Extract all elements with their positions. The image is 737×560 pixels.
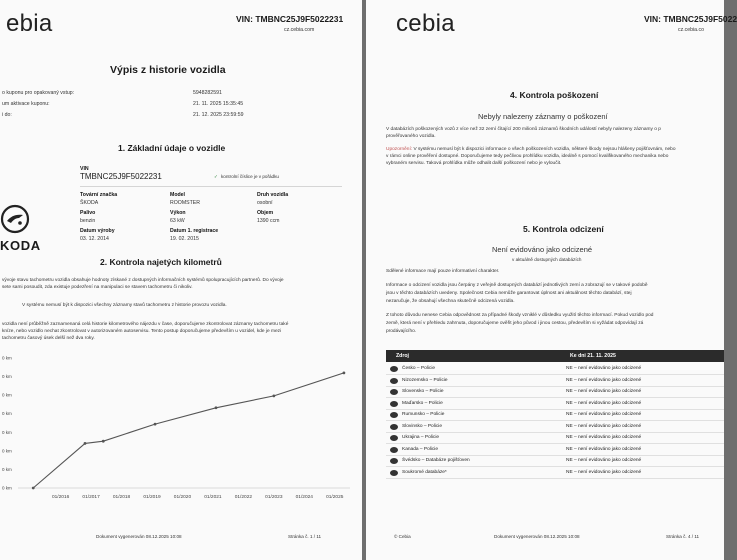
odometer-series-line: [33, 373, 344, 488]
data-point: [272, 394, 275, 397]
site-link[interactable]: cz.cebia.com: [284, 27, 315, 33]
valid-until-label: i do:: [2, 112, 12, 118]
x-tick-label: 01/2017: [82, 495, 100, 500]
x-tick-label: 01/2023: [265, 495, 283, 500]
section2-title: 2. Kontrola najetých kilometrů: [100, 257, 222, 267]
row-status: NE – není evidováno jako odcizené: [566, 389, 642, 394]
activation-label: um aktivace kuponu:: [2, 101, 50, 107]
brand-text: KODA: [0, 238, 41, 253]
field-label-displacement: Objem: [257, 210, 274, 216]
section5-title: 5. Kontrola odcizení: [523, 224, 604, 234]
site-link[interactable]: cz.cebia.co: [678, 27, 704, 33]
odometer-note-3: tachometru časový úsek delší než dva roky.: [2, 336, 95, 341]
theft-para-1: Sdělené informace mají pouze informativní charakter.: [386, 269, 500, 274]
table-row: [386, 410, 724, 421]
row-source: Slovensko – Policie: [402, 389, 444, 394]
coupon-label: o kuponu pro opakovaný vstup:: [2, 90, 75, 96]
col-date: Ke dni 21. 11. 2025: [570, 353, 616, 359]
table-row: [386, 456, 724, 467]
table-row: [386, 468, 724, 479]
field-label-fuel: Palivo: [80, 210, 96, 216]
flag-icon: [390, 424, 398, 430]
field-label-model: Model: [170, 192, 185, 198]
report-page-1: [0, 0, 362, 560]
x-tick-label: 01/2022: [234, 495, 253, 500]
x-tick-label: 01/2016: [51, 495, 70, 500]
x-tick-label: 01/2020: [173, 495, 192, 500]
table-row: [386, 364, 724, 375]
vin-value: TMBNC25J9F5022231: [80, 172, 162, 181]
row-source: Nizozemsko – Policie: [402, 377, 448, 383]
field-value-registration: 19. 02. 2015: [170, 236, 199, 242]
footer-page-number: Stránka č. 4 / 11: [666, 534, 700, 539]
flag-icon: [390, 447, 398, 453]
page-title: Výpis z historie vozidla: [110, 64, 226, 76]
skoda-emblem-icon: [0, 204, 30, 234]
valid-until-value: 21. 12. 2025 23:59:59: [193, 112, 244, 118]
field-value-type: osobní: [257, 200, 273, 206]
y-tick-label: 0 km: [2, 485, 12, 491]
theft-para-2: Informace o odcizení vozidla jsou čerpány z veřejně dostupných databází jednotlivých zemí a zobrazují se v takové podobě: [386, 283, 648, 288]
table-row: [386, 422, 724, 433]
col-source: Zdroj: [396, 353, 409, 359]
damage-warning-3: vybraném servisu. Taková prohlídka může odhalit další poškození nebo je vyloučit.: [386, 161, 562, 166]
field-value-power: 63 kW: [170, 218, 185, 224]
flag-icon: [390, 378, 398, 384]
activation-value: 21. 11. 2025 15:35:45: [193, 101, 244, 107]
x-tick-label: 01/2021: [204, 495, 222, 500]
field-value-model: ROOMSTER: [170, 200, 200, 206]
row-source: Ukrajina – Policie: [402, 435, 440, 440]
row-source: Slovinsko – Policie: [402, 423, 442, 429]
odometer-note-1: vozidla není průběžně zaznamenaná celá historie kilometrového nájezdu v čase, doporučujeme zkontrolovat záznamy tachometru také: [2, 322, 289, 327]
theft-table-header: [386, 350, 724, 362]
row-status: NE – není evidováno jako odcizené: [566, 458, 642, 463]
flag-icon: [390, 470, 398, 476]
row-source: Švédsko – Databáze pojišťoven: [402, 458, 470, 463]
x-tick-label: 01/2024: [295, 495, 313, 500]
row-source: Soukromé databáze*: [402, 469, 447, 475]
theft-para-3b: země, která není v přehledu zahrnuta, doporučujeme ověřit jeho původ i jinou cestou, především si vyžádat odpovídají zá: [386, 321, 644, 326]
flag-icon: [390, 401, 398, 407]
odometer-chart: [0, 350, 362, 510]
field-value-brand: ŠKODA: [80, 200, 99, 206]
y-tick-label: 0 km: [2, 466, 12, 472]
row-status: NE – není evidováno jako odcizené: [566, 423, 642, 429]
data-point: [84, 442, 87, 445]
footer-generated: Dokument vygenerován 08.12.2025 10:08: [96, 534, 182, 539]
footer-generated: Dokument vygenerován 08.12.2025 10:08: [494, 534, 580, 539]
flag-icon: [390, 458, 398, 464]
section1-title: 1. Základní údaje o vozidle: [118, 143, 226, 153]
table-row: [386, 433, 724, 444]
damage-subtitle: Nebyly nalezeny záznamy o poškození: [478, 112, 608, 121]
data-point: [102, 440, 105, 443]
data-point: [154, 423, 157, 426]
vin-label: VIN: [80, 166, 89, 172]
y-tick-label: 0 km: [2, 429, 12, 435]
coupon-value: 5948282591: [193, 90, 222, 96]
row-status: NE – není evidováno jako odcizené: [566, 366, 642, 371]
data-point: [215, 406, 218, 409]
row-status: NE – není evidováno jako odcizené: [566, 446, 642, 452]
row-status: NE – není evidováno jako odcizené: [566, 469, 642, 475]
damage-warning-2: v rámci online prověření dostupné. Doporučujeme tedy pečlivou prohlídku vozidla, ideálně s pomocí kvalifikovaného mechanika nebo: [386, 154, 669, 159]
y-tick-label: 0 km: [2, 374, 12, 380]
check-note: kontrolní číslice je v pořádku: [221, 174, 279, 179]
theft-subtitle: Není evidováno jako odcizené: [492, 245, 593, 254]
field-label-registration: Datum 1. registrace: [170, 228, 219, 234]
theft-para-3: Z tohoto důvodu nenese Cebia odpovědnost za případné škody vzniklé v důsledku využití těchto informací. Pokud vozidlo pod: [386, 313, 654, 318]
section4-title: 4. Kontrola poškození: [510, 90, 599, 100]
odometer-note-2: kníze, nebo vozidlo nechat zkontrolovat v autorizovaném autoservisu. Tento postup doporučujeme především u vozidel, kde je mezi: [2, 329, 282, 334]
x-tick-label: 01/2025: [326, 495, 344, 500]
row-status: NE – není evidováno jako odcizené: [566, 435, 642, 440]
odometer-warning: V systému nemusí být k dispozici všechny záznamy stavů tachometru z historie provozu vozidla.: [22, 303, 227, 308]
report-page-4: [366, 0, 737, 560]
y-tick-label: 0 km: [2, 411, 12, 417]
data-point: [343, 371, 346, 374]
warning-lead: Upozornění:: [386, 147, 413, 152]
row-status: NE – není evidováno jako odcizené: [566, 377, 642, 383]
row-status: NE – není evidováno jako odcizené: [566, 400, 642, 406]
field-label-brand: Tovární značka: [80, 192, 118, 198]
theft-para-3c: prodávajícího.: [386, 329, 417, 334]
row-source: Kanada – Policie: [402, 446, 439, 452]
cebia-logo: ebia: [6, 10, 53, 37]
table-row: [386, 445, 724, 456]
table-row: [386, 387, 724, 398]
theft-para-2c: nezaručuje, že obsahují všechna skutečně odcizená vozidla.: [386, 299, 515, 304]
field-value-displacement: 1390 ccm: [257, 218, 280, 224]
field-label-type: Druh vozidla: [257, 192, 289, 198]
field-label-manufactured: Datum výroby: [80, 228, 115, 234]
damage-para-1: V databázích poškozených vozů z více než 32 zemí čítající 200 milionů záznamů škodních událostí nebyly nalezeny záznamy o p: [386, 127, 661, 132]
table-row: [386, 376, 724, 387]
row-source: Česko – Policie: [402, 366, 436, 371]
field-label-power: Výkon: [170, 210, 186, 216]
odometer-intro-2: sete sami posoudit, zda existuje podezření na manipulaci se stavem tachometru či nikoliv.: [2, 285, 193, 290]
odometer-intro: vývoje stavu tachometru vozidla obsahuje hodnoty získané z dostupných informačních systémů spolupracujících partnerů. Do vývoje: [2, 278, 284, 283]
y-tick-label: 0 km: [2, 392, 12, 398]
y-tick-label: 0 km: [2, 355, 12, 361]
table-row: [386, 399, 724, 410]
theft-subtitle-2: v aktuálně dostupných databázích: [512, 257, 582, 262]
footer-page-number: Stránka č. 1 / 11: [288, 534, 322, 539]
flag-icon: [390, 366, 398, 372]
row-status: NE – není evidováno jako odcizené: [566, 412, 642, 417]
check-icon: ✓: [214, 174, 218, 179]
field-value-manufactured: 03. 12. 2014: [80, 236, 109, 242]
damage-warning: Upozornění: V systému nemusí být k dispozici informace o všech poškozeních vozidla, některé škody nejsou hlášeny pojišťovnám, nebo: [386, 147, 676, 152]
flag-icon: [390, 389, 398, 395]
row-source: Maďarsko – Policie: [402, 400, 443, 406]
footer-copyright: © Cebia: [394, 534, 411, 539]
field-value-fuel: benzin: [80, 218, 96, 224]
flag-icon: [390, 412, 398, 418]
y-tick-label: 0 km: [2, 448, 12, 454]
x-tick-label: 01/2018: [112, 495, 131, 500]
x-tick-label: 01/2019: [143, 495, 161, 500]
data-point: [32, 487, 35, 490]
row-source: Rumunsko – Policie: [402, 412, 445, 417]
vin-header: VIN: TMBNC25J9F5022: [644, 14, 737, 24]
damage-para-1b: prověřovaného vozidla.: [386, 134, 436, 139]
theft-para-2b: jsou v těchto databázích uvedeny. Společnost Cebia nemůže garantovat úplnost ani aktuálnost těchto databází, stej: [386, 291, 632, 296]
vin-header: VIN: TMBNC25J9F5022231: [236, 14, 344, 24]
cebia-logo: cebia: [396, 10, 455, 37]
flag-icon: [390, 435, 398, 441]
